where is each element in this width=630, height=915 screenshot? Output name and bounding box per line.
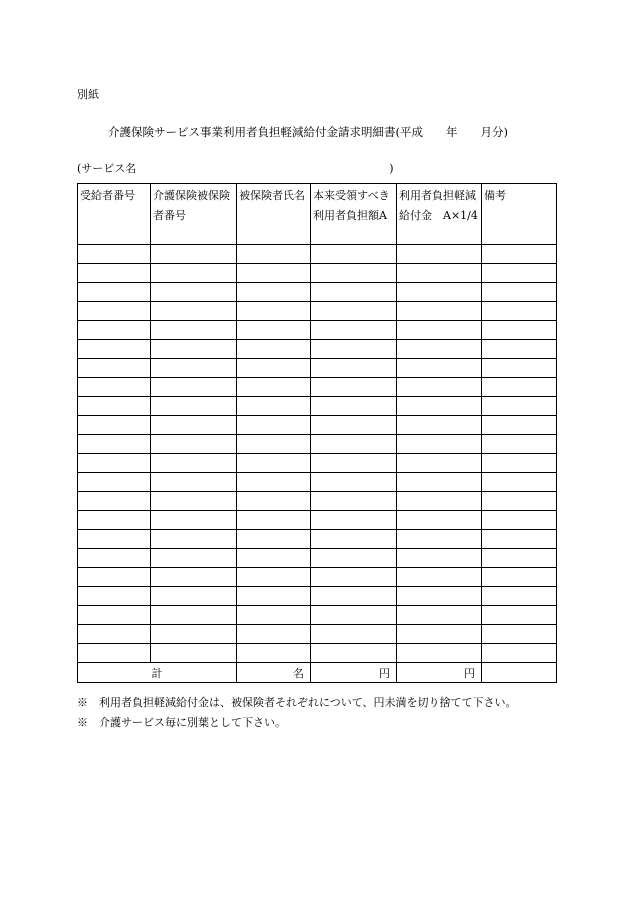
table-cell [397,587,482,606]
table-cell [482,264,557,283]
table-cell [311,530,397,549]
table-cell [237,283,311,302]
table-cell [397,378,482,397]
note-rounding: ※ 利用者負担軽減給付金は、被保険者それぞれについて、円未満を切り捨てて下さい。 [77,696,517,709]
table-cell [482,435,557,454]
table-cell [311,473,397,492]
table-cell [482,530,557,549]
table-row [78,416,557,435]
table-cell [397,245,482,264]
table-cell [482,492,557,511]
table-row [78,644,557,663]
table-cell [237,302,311,321]
table-cell [151,473,237,492]
table-cell [237,454,311,473]
table-cell [151,454,237,473]
table-cell [482,511,557,530]
table-cell [397,530,482,549]
table-cell [397,397,482,416]
header-insured-number: 介護保険被保険者番号 [151,184,237,245]
table-row [78,492,557,511]
table-cell [482,473,557,492]
table-cell [151,568,237,587]
table-cell [151,625,237,644]
table-row [78,473,557,492]
table-cell [311,302,397,321]
table-cell [151,321,237,340]
table-row [78,587,557,606]
table-cell [237,606,311,625]
table-cell [397,568,482,587]
table-cell [397,321,482,340]
table-cell [397,340,482,359]
table-cell [78,606,151,625]
table-row [78,397,557,416]
table-cell [311,549,397,568]
table-cell [482,378,557,397]
table-cell [78,511,151,530]
table-cell [151,435,237,454]
table-cell [237,644,311,663]
table-cell [311,568,397,587]
table-cell [78,359,151,378]
total-user-charge-unit: 円 [311,663,397,683]
table-cell [78,587,151,606]
table-cell [397,359,482,378]
table-cell [311,492,397,511]
table-cell [237,435,311,454]
table-cell [397,473,482,492]
table-cell [151,644,237,663]
table-cell [397,283,482,302]
table-cell [397,549,482,568]
table-cell [482,245,557,264]
form-title: 介護保険サービス事業利用者負担軽減給付金請求明細書(平成 年 月分) [108,125,508,139]
table-cell [311,359,397,378]
claim-detail-table [77,183,557,683]
table-header-row [78,184,557,245]
table-cell [78,492,151,511]
table-cell [482,568,557,587]
table-cell [482,321,557,340]
table-cell [311,644,397,663]
table-cell [78,530,151,549]
total-remarks-cell [482,663,557,683]
table-cell [237,264,311,283]
table-cell [78,549,151,568]
table-cell [311,264,397,283]
table-cell [482,416,557,435]
table-cell [237,587,311,606]
table-row [78,264,557,283]
table-cell [237,397,311,416]
table-cell [482,549,557,568]
table-cell [397,492,482,511]
table-cell [237,625,311,644]
table-cell [311,625,397,644]
table-cell [311,416,397,435]
table-row [78,549,557,568]
table-cell [482,302,557,321]
table-cell [151,378,237,397]
header-remarks: 備考 [482,184,557,245]
table-cell [482,606,557,625]
table-cell [397,302,482,321]
table-cell [237,245,311,264]
table-row [78,435,557,454]
note-separate-sheet: ※ 介護サービス毎に別葉として下さい。 [77,716,286,729]
table-row [78,340,557,359]
table-row [78,454,557,473]
table-cell [311,587,397,606]
table-cell [151,511,237,530]
table-cell [311,321,397,340]
table-cell [237,549,311,568]
table-cell [397,416,482,435]
total-label: 計 [78,663,237,683]
table-cell [151,397,237,416]
table-cell [237,530,311,549]
table-cell [78,378,151,397]
header-reduction-benefit: 利用者負担軽減給付金 A×1/4 [397,184,482,245]
table-cell [311,511,397,530]
table-cell [78,473,151,492]
service-name-field: (サービス名 ) [77,162,394,175]
table-row [78,302,557,321]
table-cell [397,454,482,473]
table-cell [482,359,557,378]
table-cell [78,454,151,473]
table-cell [311,283,397,302]
table-cell [151,264,237,283]
table-cell [311,454,397,473]
table-cell [78,302,151,321]
table-cell [78,264,151,283]
table-cell [311,606,397,625]
table-cell [397,644,482,663]
header-insured-name: 被保険者氏名 [237,184,311,245]
table-cell [151,283,237,302]
table-cell [482,283,557,302]
table-row [78,245,557,264]
table-cell [311,435,397,454]
total-benefit-unit: 円 [397,663,482,683]
table-cell [151,606,237,625]
table-cell [151,359,237,378]
table-cell [237,359,311,378]
table-cell [151,340,237,359]
table-cell [237,511,311,530]
total-count-unit: 名 [237,663,311,683]
table-cell [482,397,557,416]
table-cell [237,568,311,587]
table-cell [151,416,237,435]
header-recipient-number: 受給者番号 [78,184,151,245]
table-row [78,606,557,625]
table-cell [151,492,237,511]
table-cell [78,416,151,435]
table-cell [237,340,311,359]
table-cell [237,378,311,397]
table-cell [151,530,237,549]
table-cell [151,549,237,568]
table-cell [237,473,311,492]
table-cell [78,625,151,644]
table-cell [311,397,397,416]
table-cell [397,606,482,625]
table-row [78,625,557,644]
table-cell [78,321,151,340]
table-cell [397,264,482,283]
table-cell [237,416,311,435]
table-cell [237,492,311,511]
table-cell [151,245,237,264]
table-cell [151,302,237,321]
table-cell [151,587,237,606]
table-total-row [78,663,557,683]
table-cell [482,454,557,473]
table-cell [78,397,151,416]
table-cell [311,340,397,359]
table-cell [397,625,482,644]
table-cell [78,644,151,663]
table-row [78,283,557,302]
table-cell [482,644,557,663]
table-row [78,530,557,549]
table-cell [482,625,557,644]
table-row [78,568,557,587]
notes [77,693,517,733]
table-row [78,511,557,530]
header-user-charge: 本来受領すべき利用者負担額A [311,184,397,245]
table-cell [78,340,151,359]
table-cell [311,378,397,397]
table-cell [78,568,151,587]
table-cell [78,245,151,264]
table-cell [482,340,557,359]
table-cell [397,511,482,530]
table-cell [78,435,151,454]
table-row [78,359,557,378]
table-row [78,321,557,340]
table-cell [311,245,397,264]
table-cell [237,321,311,340]
table-cell [397,435,482,454]
table-row [78,378,557,397]
table-cell [482,587,557,606]
table-cell [78,283,151,302]
attachment-label: 別紙 [77,88,99,101]
